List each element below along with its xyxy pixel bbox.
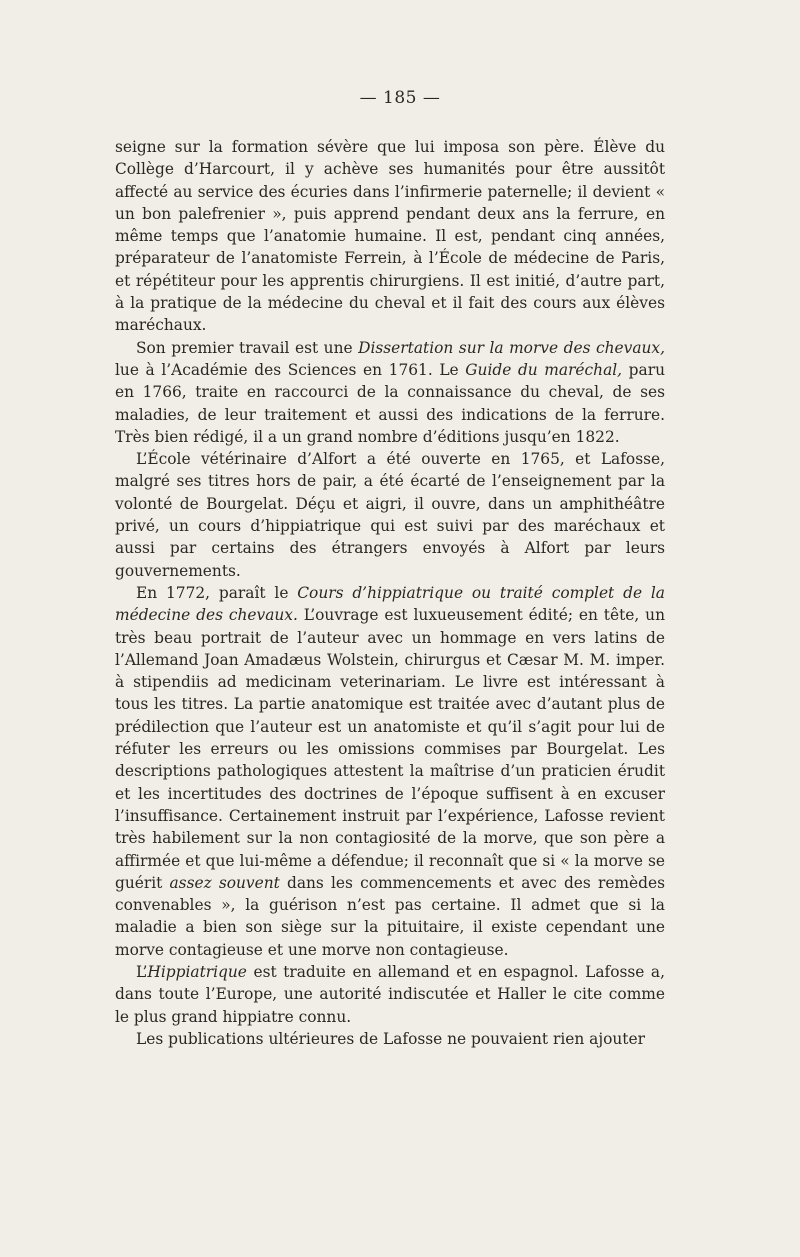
body-text xyxy=(115,136,665,1050)
paragraph-4-text-1: En 1772, paraît le xyxy=(136,583,298,602)
paragraph-4-text-3: dans les commencements et avec des remèdes convenables », la guérison n’est pas certaine. Il admet que si la maladie a bien son siège sur la pituitaire, il existe cependant une morve contagieuse et une morve non contagieuse. xyxy=(115,873,665,959)
paragraph-5-title-hippiatrique: Hippiatrique xyxy=(147,962,247,981)
paragraph-5-text-2: est traduite en allemand et en espagnol. Lafosse a, dans toute l’Europe, une autorité indiscutée et Haller le cite comme le plus grand hippiatre connu. xyxy=(115,962,665,1026)
paragraph-5 xyxy=(115,961,665,1028)
paragraph-4-text-2: L’ouvrage est luxueusement édité; en tête, un très beau portrait de l’auteur avec un hommage en vers latins de l’Allemand Joan Amadæus Wolstein, chirurgus et Cæsar M. M. imper. à stipendiis ad medicinam veterinariam. Le livre est intéressant à tous les titres. La partie anatomique est traitée avec d’autant plus de prédilection que l’auteur est un anatomiste et qu’il s’agit pour lui de réfuter les erreurs ou les omissions commises par Bourgelat. Les descriptions pathologiques attestent la maîtrise d’un praticien érudit et les incertitudes des doctrines de l’époque suffisent à en excuser l’insuffisance. Certainement instruit par l’expérience, Lafosse revient très habilement sur la non contagiosité de la morve, que son père a affirmée et que lui-même a défendue; il reconnaît que si « la morve se guérit xyxy=(115,606,665,892)
paragraph-4-title-cours: Cours d’hippiatrique ou traité complet de la médecine des chevaux. xyxy=(115,583,665,625)
paragraph-2-text-1: Son premier travail est une xyxy=(136,338,359,357)
paragraph-5-text-1: L’ xyxy=(136,962,148,981)
paragraph-6-text: Les publications ultérieures de Lafosse ne pouvaient rien ajouter xyxy=(136,1029,645,1048)
paragraph-1-text: seigne sur la formation sévère que lui imposa son père. Élève du Collège d’Harcourt, il y achève ses humanités pour être aussitôt affecté au service des écuries dans l’infirmerie paternelle; il devient « un bon palefrenier », puis apprend pendant deux ans la ferrure, en même temps que l’anatomie humaine. Il est, pendant cinq années, préparateur de l’anatomiste Ferrein, à l’École de médecine de Paris, et répétiteur pour les apprentis chirurgiens. Il est initié, d’autre part, à la pratique de la médecine du cheval et il fait des cours aux élèves maréchaux. xyxy=(115,138,665,335)
page-number: — 185 — xyxy=(359,88,441,108)
paragraph-3-text: L’École vétérinaire d’Alfort a été ouverte en 1765, et Lafosse, malgré ses titres hors de pair, a été écarté de l’enseignement par la volonté de Bourgelat. Déçu et aigri, il ouvre, dans un amphithéâtre privé, un cours d’hippiatrique qui est suivi par des maréchaux et aussi par certains des étrangers envoyés à Alfort par leurs gouvernements. xyxy=(115,450,665,580)
paragraph-1 xyxy=(115,136,665,337)
paragraph-2 xyxy=(115,337,665,448)
paragraph-2-title-guide: Guide du maréchal, xyxy=(465,360,623,379)
paragraph-2-title-dissertation: Dissertation sur la morve des chevaux, xyxy=(358,338,665,357)
paragraph-6 xyxy=(115,1028,665,1050)
paragraph-4 xyxy=(115,582,665,961)
paragraph-2-text-2: lue à l’Académie des Sciences en 1761. Le xyxy=(115,360,466,379)
paragraph-2-text-3: paru en 1766, traite en raccourci de la connaissance du cheval, de ses maladies, de leur traitement et aussi des indications de la ferrure. Très bien rédigé, il a un grand nombre d’éditions jusqu’en 1822. xyxy=(115,360,665,446)
paragraph-3 xyxy=(115,448,665,582)
paragraph-4-emphasis: assez souvent xyxy=(169,873,280,892)
